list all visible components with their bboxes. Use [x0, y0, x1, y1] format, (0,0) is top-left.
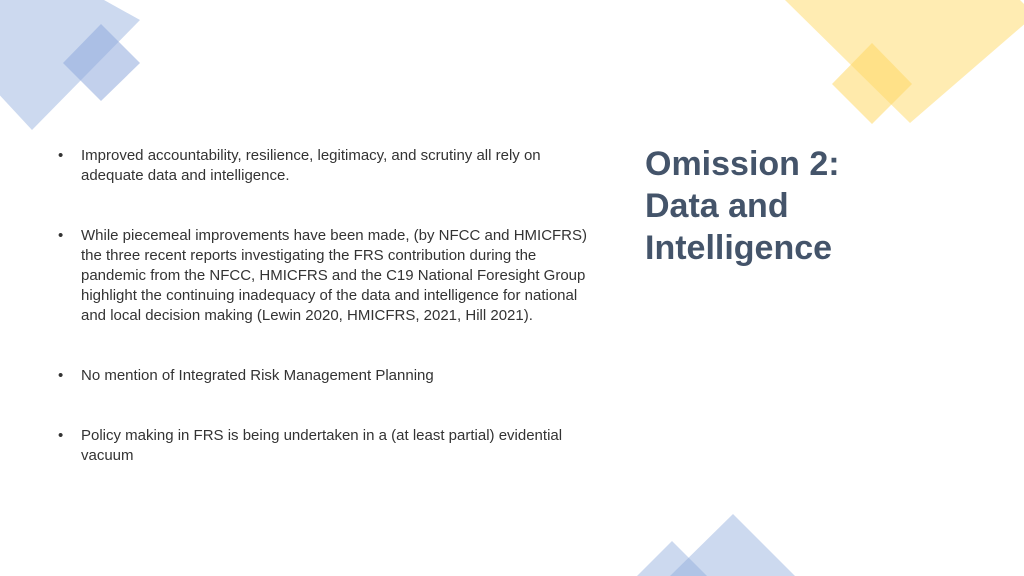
slide-title-line-3: Intelligence [645, 229, 833, 267]
bullet-list [56, 146, 596, 466]
yellow-diamond-large-top-right [785, 0, 1024, 123]
slide-title-line-2: Data and [645, 187, 789, 225]
blue-diamond-small-bottom [637, 541, 707, 576]
bullet-item: • No mention of Integrated Risk Management Planning [56, 366, 596, 386]
blue-diamond-small-top-left [63, 24, 140, 101]
bullet-item: • Policy making in FRS is being undertaken in a (at least partial) evidential vacuum [56, 426, 596, 466]
bullet-item: • While piecemeal improvements have been made, (by NFCC and HMICFRS) the three recent reports investigating the FRS contribution during the pandemic from the NFCC, HMICFRS and the C19 National Foresight Group highlight the continuing inadequacy of the data and intelligence for national and local decision making (Lewin 2020, HMICFRS, 2021, Hill 2021). [56, 226, 596, 326]
yellow-diamond-small-top-right [832, 43, 912, 124]
slide-title-line-1: Omission 2: [645, 145, 840, 183]
bullet-item: • Improved accountability, resilience, legitimacy, and scrutiny all rely on adequate data and intelligence. [56, 146, 596, 186]
slide-title [645, 143, 985, 269]
blue-diamond-large-bottom [670, 514, 795, 576]
blue-diamond-large-top-left [0, 0, 140, 130]
